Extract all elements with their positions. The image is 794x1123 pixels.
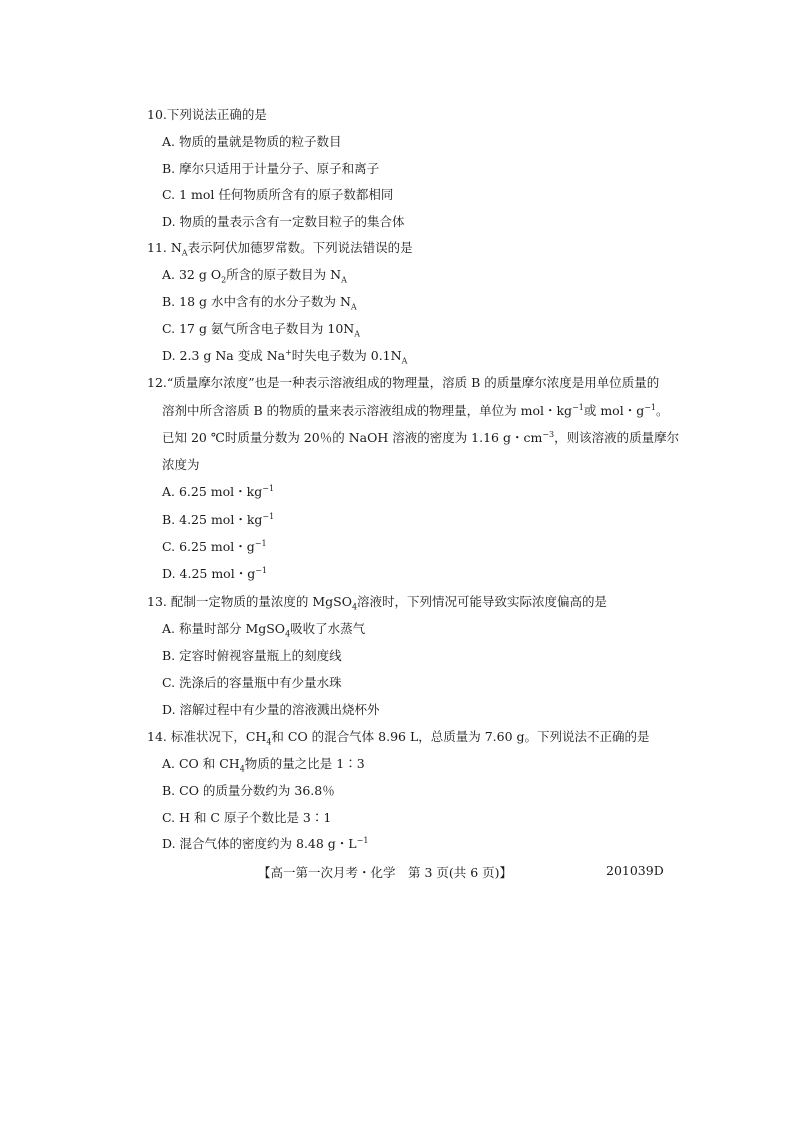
question-12-stem-line-1: 12.“质量摩尔浓度”也是一种表示溶液组成的物理量，溶质 B 的质量摩尔浓度是用单位质量的 — [147, 375, 660, 390]
question-11-option-a: A. 32 g $O_2$所含的原子数目为 $N_A$ — [162, 267, 347, 285]
question-13-option-d: D. 溶解过程中有少量的溶液溅出烧杯外 — [162, 702, 380, 717]
question-13-option-c: C. 洗涤后的容量瓶中有少量水珠 — [162, 675, 342, 690]
question-11-option-b: B. 18 g 水中含有的水分子数为 $N_A$ — [162, 294, 357, 312]
question-14-stem: 14. 标准状况下，$CH_4$和 CO 的混合气体 8.96 L，总质量为 7.60 g。下列说法不正确的是 — [147, 729, 650, 747]
question-12-stem-line-3: 已知 20 ℃时质量分数为 20％的 NaOH 溶液的密度为 1.16 g・$cm^{-3}$，则该溶液的质量摩尔 — [162, 429, 680, 445]
question-13-stem: 13. 配制一定物质的量浓度的 MgSO$_4$溶液时，下列情况可能导致实际浓度偏高的是 — [147, 594, 608, 612]
question-14-option-b: B. CO 的质量分数约为 36.8％ — [162, 783, 335, 798]
question-12-option-c: C. 6.25 mol・$g^{-1}$ — [162, 538, 267, 554]
page-footer: 【高一第一次月考・化学 第 3 页(共 6 页)】 — [258, 865, 513, 880]
question-12-option-d: D. 4.25 mol・$g^{-1}$ — [162, 565, 268, 581]
question-12-option-b: B. 4.25 mol・$kg^{-1}$ — [162, 511, 275, 527]
question-10-option-b: B. 摩尔只适用于计量分子、原子和离子 — [162, 161, 380, 176]
question-10-option-d: D. 物质的量表示含有一定数目粒子的集合体 — [162, 214, 405, 229]
question-14-option-c: C. H 和 C 原子个数比是 3∶1 — [162, 810, 332, 825]
question-14-option-d: D. 混合气体的密度约为 8.48 g・$L^{-1}$ — [162, 835, 369, 851]
question-11-stem: 11. $N_A$表示阿伏加德罗常数。下列说法错误的是 — [147, 240, 413, 258]
question-11-option-c: C. 17 g 氨气所含电子数目为 $10N_A$ — [162, 321, 361, 339]
question-10-option-a: A. 物质的量就是物质的粒子数目 — [162, 134, 342, 149]
question-13-option-b: B. 定容时俯视容量瓶上的刻度线 — [162, 648, 342, 663]
question-10-stem: 10.下列说法正确的是 — [147, 107, 267, 122]
question-11-option-d: D. 2.3 g Na 变成 Na+时失电子数为 $0.1N_A$ — [162, 347, 408, 366]
question-12-option-a: A. 6.25 mol・$kg^{-1}$ — [162, 483, 275, 499]
question-10-option-c: C. 1 mol 任何物质所含有的原子数都相同 — [162, 187, 394, 202]
question-12-stem-line-4: 浓度为 — [162, 457, 200, 472]
question-14-option-a: A. CO 和 $CH_4$物质的量之比是 1∶3 — [162, 756, 365, 774]
question-12-stem-line-2: 溶剂中所含溶质 B 的物质的量来表示溶液组成的物理量，单位为 mol・$kg^{-1}$或 mol・$g^{-1}$。 — [162, 402, 669, 418]
question-13-option-a: A. 称量时部分 MgSO$_4$吸收了水蒸气 — [162, 621, 366, 639]
exam-code: 201039D — [606, 863, 664, 878]
